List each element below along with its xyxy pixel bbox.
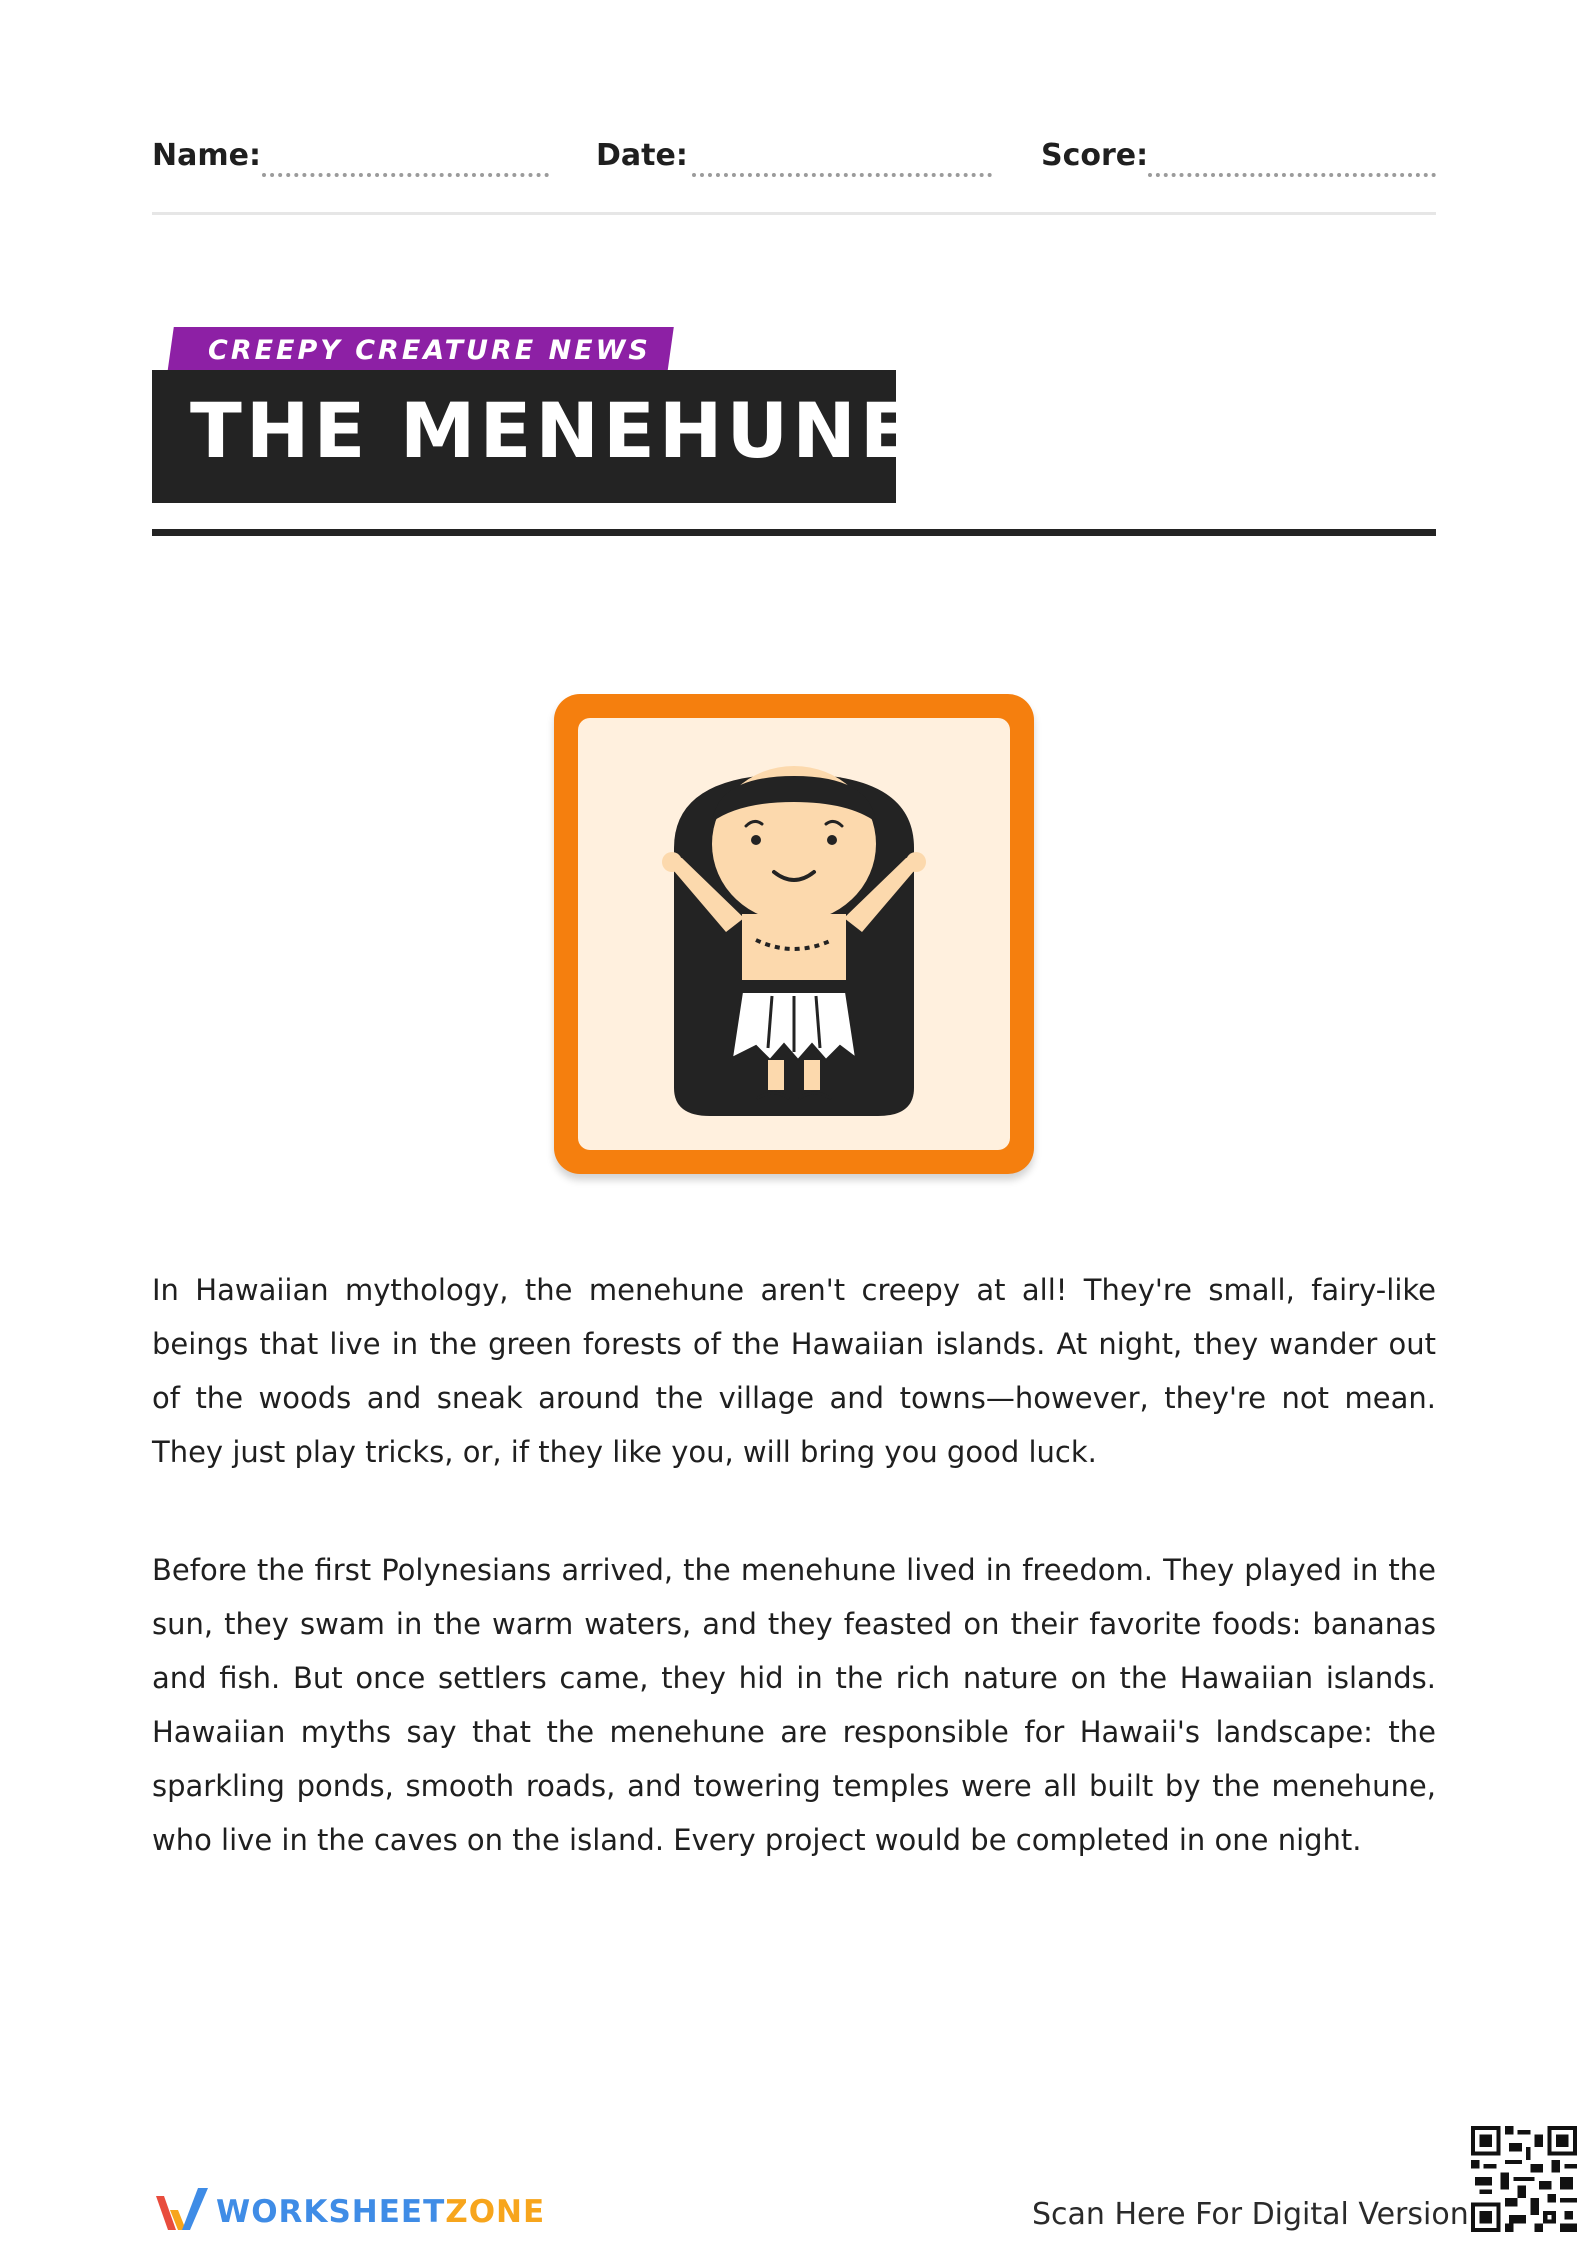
page-title: THE MENEHUNE <box>190 386 916 475</box>
paragraph-2: Before the first Polynesians arrived, the menehune lived in freedom. They played in the sun, they swam in the warm waters, and they feasted on their favorite foods: bananas and fish. But once settlers came, they hid in the rich nature on the Hawaiian islands. Hawaiian myths say that the menehune are responsible for Hawaii's landscape: the sparkling ponds, smooth roads, and towering temples were all built by the menehune, who live in the caves on the island. Every project would be completed in one night. <box>152 1553 1436 1857</box>
left-hand <box>662 852 682 872</box>
score-label: Score: <box>1041 138 1149 173</box>
paragraph-1: In Hawaiian mythology, the menehune aren't creepy at all! They're small, fairy-like beings that live in the green forests of the Hawaiian islands. At night, they wander out of the woods and sneak around the village and towns—however, they're not mean. They just play tricks, or, if they like you, will bring you good luck. <box>152 1273 1436 1469</box>
date-label: Date: <box>596 138 688 173</box>
name-field-line[interactable] <box>262 173 549 177</box>
qr-code-icon[interactable] <box>1471 2126 1577 2232</box>
scan-caption: Scan Here For Digital Version <box>1032 2197 1469 2232</box>
worksheetzone-logo-icon[interactable] <box>152 2184 210 2236</box>
brand-name[interactable]: WORKSHEETZONE <box>216 2194 546 2230</box>
date-field-line[interactable] <box>692 173 992 177</box>
left-eye <box>751 835 761 845</box>
right-hand <box>906 852 926 872</box>
name-label: Name: <box>152 138 261 173</box>
score-field-line[interactable] <box>1148 173 1436 177</box>
category-tag: CREEPY CREATURE NEWS <box>208 335 651 366</box>
menehune-illustration <box>578 718 1010 1150</box>
right-eye <box>827 835 837 845</box>
header-divider <box>152 212 1436 215</box>
title-underline <box>152 529 1436 536</box>
illustration-panel <box>578 718 1010 1150</box>
